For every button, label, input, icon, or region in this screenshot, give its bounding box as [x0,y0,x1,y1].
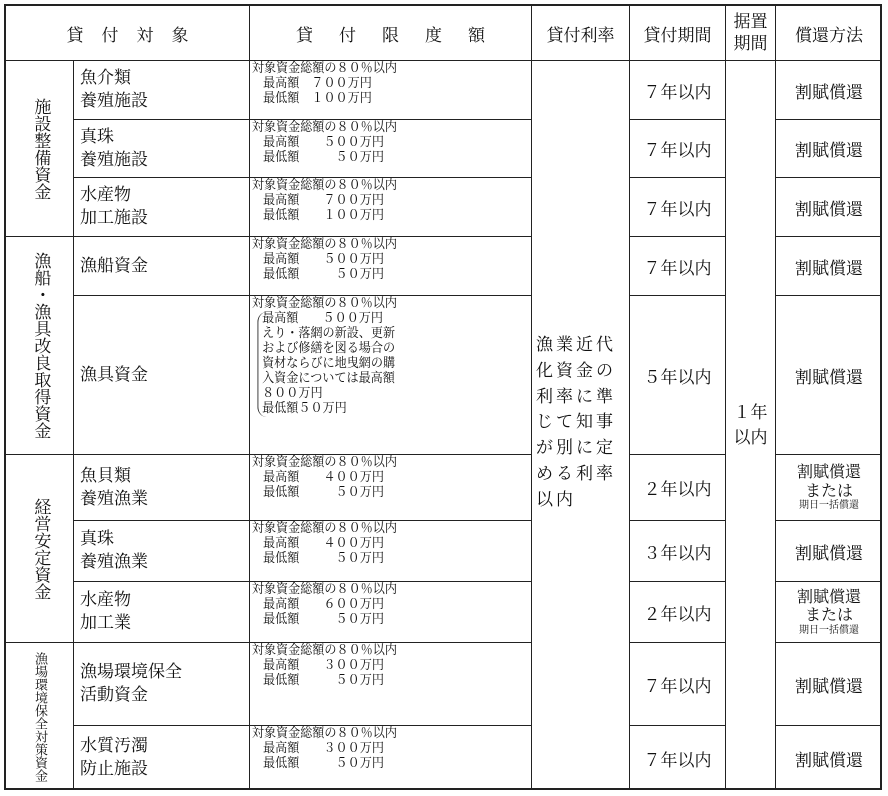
row-limit-text: 最低額 ５０万円 [263,611,384,627]
category-boat-gear: 漁船・漁具改良取得資金 [6,237,74,455]
row-target-text: 真珠 [80,529,114,550]
category-facility: 施設整備資金 [6,61,74,237]
row-limit-text: 最低額 ５０万円 [263,266,384,282]
row-limit-text: 対象資金総額の８０％以内 [251,582,397,597]
row-target-text: 漁船資金 [80,255,148,276]
row-limit [250,521,532,582]
rate-line: 利率に準 [536,386,616,407]
row-period: ７年以内 [630,237,726,296]
row-repay [776,521,882,582]
row-repay [776,178,882,237]
row-target-text: 水産物 [80,590,131,611]
row-limit-text: 対象資金総額の８０％以内 [251,120,397,135]
row-limit-text: 最低額 ５０万円 [263,484,384,500]
row-limit-text: 対象資金総額の８０％以内 [251,521,397,536]
row-period: ５年以内 [630,296,726,455]
row-limit-text: 対象資金総額の８０％以内 [251,296,397,311]
row-repay [776,61,882,120]
row-limit-text: 最高額 ４００万円 [263,469,384,485]
row-limit-text: 最低額 ５０万円 [263,672,384,688]
row-repay-text: 割賦償還 [795,82,863,103]
row-limit [250,296,532,455]
row-target-text: 活動資金 [80,685,148,705]
row-limit [250,455,532,521]
row-limit-text: 最高額 ７００万円 [263,192,384,208]
row-limit-text: 最低額 １００万円 [263,207,384,223]
row-repay-text: 割賦償還 [795,141,863,161]
rate-line: 以内 [536,489,576,510]
row-target-text: 漁具資金 [80,364,148,385]
row-target-text: 水産物 [80,185,131,206]
row-period: ７年以内 [630,120,726,178]
grace-cell [726,61,776,790]
row-repay [776,296,882,455]
row-target [74,726,250,790]
row-target-text: 真珠 [80,126,114,147]
row-target-text: 魚介類 [80,68,131,89]
row-repay [776,643,882,726]
row-target-text: 養殖施設 [80,149,148,170]
header-limit: 貸付限度額 [250,6,532,61]
row-repay-text: 割賦償還 [795,543,863,564]
grace-line: 以内 [733,427,768,448]
row-period: ７年以内 [630,178,726,237]
row-target [74,296,250,455]
row-limit-text: 最高額 ３００万円 [263,657,384,673]
row-target [74,237,250,296]
row-target [74,178,250,237]
row-repay [776,582,882,643]
row-limit-text: えり・落網の新設、更新 [262,325,396,341]
header-rate: 貸付利率 [532,6,630,61]
row-target [74,61,250,120]
rate-line: が別に定 [536,438,616,459]
row-limit [250,61,532,120]
row-limit-text: 最低額 ５０万円 [263,550,384,566]
row-limit-text: 対象資金総額の８０％以内 [251,237,397,252]
row-target-text: 養殖施設 [80,91,148,111]
header-period: 貸付期間 [630,6,726,61]
row-limit-text: 最高額 ７００万円 [263,75,372,91]
row-limit [250,643,532,726]
category-environment: 漁場環境保全対策資金 [6,643,74,790]
row-limit-text: 入資金については最高額 [262,370,395,386]
row-target-text: 魚貝類 [80,465,131,486]
row-repay [776,726,882,790]
row-target [74,521,250,582]
row-period: ７年以内 [630,726,726,790]
row-period: ７年以内 [630,643,726,726]
row-target-text: 漁場環境保全 [80,662,182,683]
row-period: ２年以内 [630,455,726,521]
row-limit [250,178,532,237]
rate-line: 漁業近代 [536,335,616,355]
row-target-text: 加工施設 [80,208,148,228]
header-grace-text: 据置期間 [733,11,768,54]
row-limit-text: 最低額 １００万円 [263,90,372,106]
header-target: 貸付対象 [6,6,250,61]
row-repay-text: 割賦償還 [796,462,861,482]
row-limit [250,582,532,643]
rate-line: 化資金の [536,360,616,381]
row-repay-text: 割賦償還 [795,199,863,220]
row-limit-text: 最高額 ５００万円 [263,251,384,267]
row-limit-text: 対象資金総額の８０％以内 [251,178,397,193]
row-limit-text: 最高額 ４００万円 [263,535,384,551]
row-limit-text: 対象資金総額の８０％以内 [251,61,397,76]
row-repay-text: 割賦償還 [796,586,861,606]
rate-line: じて知事 [536,412,616,433]
row-limit-text: および修繕を図る場合の [262,340,396,356]
row-repay [776,237,882,296]
row-repay-text: 割賦償還 [795,258,863,279]
row-target [74,455,250,521]
row-repay-text: または [804,605,853,625]
grace-line: １年 [733,402,768,423]
row-period: ７年以内 [630,61,726,120]
row-limit-text: 資材ならびに地曳網の購 [262,355,396,371]
row-period: ３年以内 [630,521,726,582]
rate-cell [532,61,630,790]
row-target [74,643,250,726]
row-repay-text: 割賦償還 [795,676,863,697]
row-target-text: 防止施設 [80,759,148,779]
row-target-text: 水質汚濁 [80,736,148,757]
row-repay-text: 期日一括償還 [798,624,859,636]
row-target-text: 加工業 [80,613,131,633]
row-limit-text: ８００万円 [262,385,323,401]
row-limit-text: 最高額 ５００万円 [262,310,384,326]
row-target [74,120,250,178]
row-limit [250,120,532,178]
row-limit-text: 対象資金総額の８０％以内 [251,726,397,741]
row-target [74,582,250,643]
row-target-text: 養殖漁業 [80,552,148,572]
row-limit-text: 対象資金総額の８０％以内 [251,643,397,658]
row-limit-text: 対象資金総額の８０％以内 [251,455,397,470]
row-limit-text: 最高額 ３００万円 [263,740,384,756]
row-period: ２年以内 [630,582,726,643]
category-management: 経営安定資金 [6,455,74,643]
row-limit-text: 最低額 ５０万円 [263,149,384,165]
row-limit-text: 最高額 ６００万円 [263,596,384,612]
row-limit [250,237,532,296]
row-target-text: 養殖漁業 [80,488,148,509]
row-limit-text: 最低額 ５０万円 [263,755,384,771]
row-repay-text: または [804,480,853,500]
row-repay [776,455,882,521]
row-limit [250,726,532,790]
row-limit-text: 最高額 ５００万円 [263,134,384,150]
row-repay-text: 割賦償還 [795,750,863,771]
rate-line: める利率 [536,464,616,485]
row-limit-text: 最低額５０万円 [262,400,347,416]
header-grace [726,6,776,61]
row-repay [776,120,882,178]
row-repay-text: 期日一括償還 [798,500,859,512]
header-repay: 償還方法 [776,6,882,61]
row-repay-text: 割賦償還 [795,367,863,388]
loan-table [4,4,882,790]
